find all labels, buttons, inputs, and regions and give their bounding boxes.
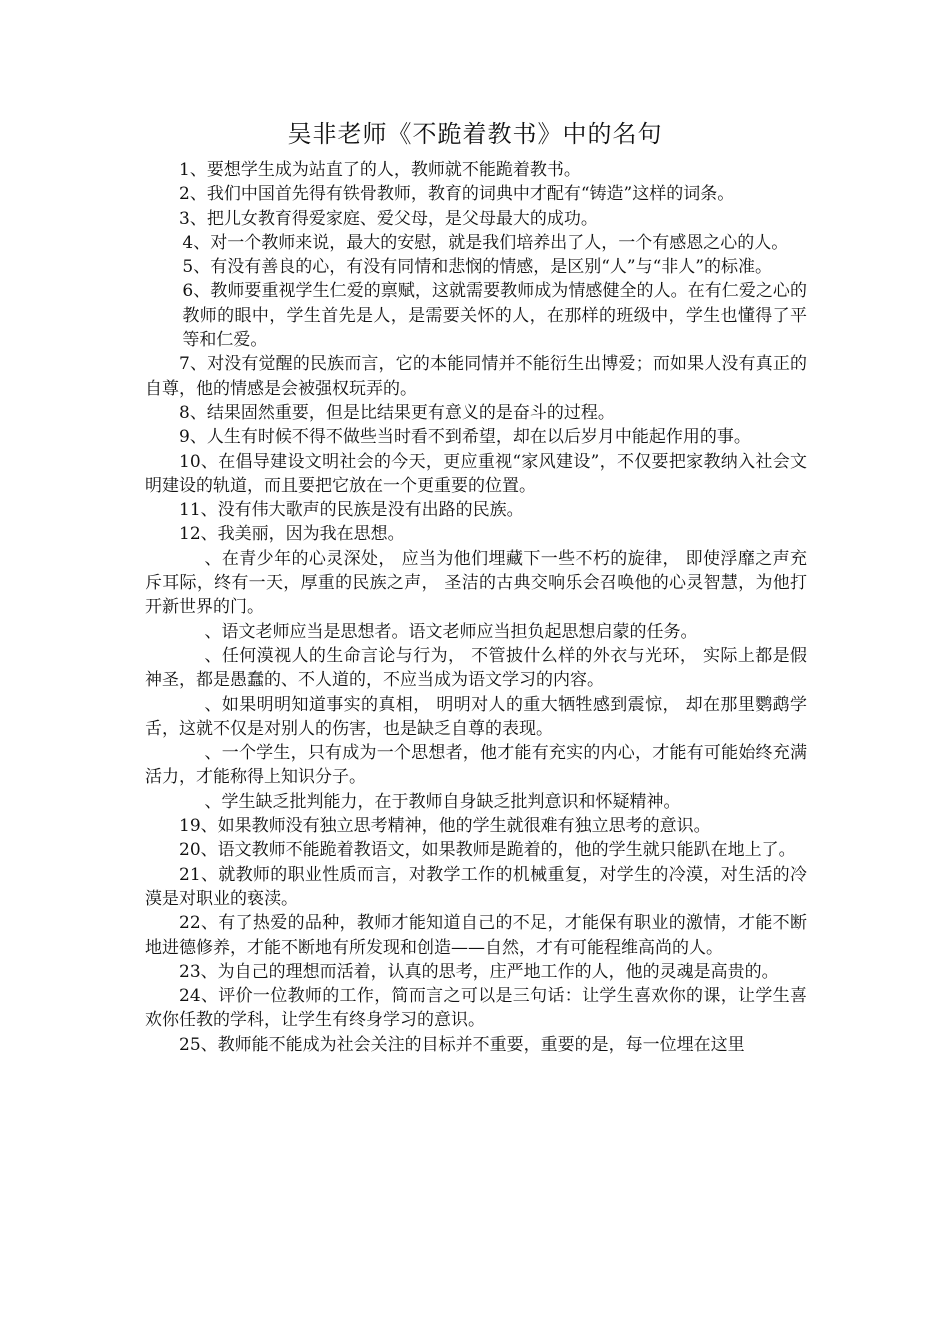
document-title: 吴非老师《不跪着教书》中的名句 — [287, 120, 663, 148]
paragraph-5: 5、有没有善良的心，有没有同情和悲悯的情感，是区别“人”与“非人”的标准。 — [182, 257, 772, 278]
paragraph-17: 、一个学生，只有成为一个思想者，他才能有充实的内心，才能有可能始终充满活力，才能称得上知识分子。 — [145, 743, 807, 788]
paragraph-6: 6、教师要重视学生仁爱的禀赋，这就需要教师成为情感健全的人。在有仁爱之心的教师的眼中，学生首先是人，是需要关怀的人，在那样的班级中，学生也懂得了平等和仁爱。 — [182, 281, 807, 351]
paragraph-21: 21、就教师的职业性质而言，对教学工作的机械重复，对学生的冷漠，对生活的冷漠是对职业的亵渎。 — [145, 864, 807, 909]
paragraph-23: 23、为自己的理想而活着，认真的思考，庄严地工作的人，他的灵魂是高贵的。 — [179, 961, 779, 982]
paragraph-7: 7、对没有觉醒的民族而言，它的本能同情并不能衍生出博爱；而如果人没有真正的自尊，他的情感是会被强权玩弄的。 — [145, 354, 807, 399]
paragraph-16: 、如果明明知道事实的真相， 明明对人的重大牺牲感到震惊， 却在那里鹦鹉学舌，这就不仅是对别人的伤害，也是缺乏自尊的表现。 — [145, 694, 807, 739]
paragraph-14: 、语文老师应当是思想者。语文老师应当担负起思想启蒙的任务。 — [204, 621, 698, 642]
paragraph-22: 22、有了热爱的品种，教师才能知道自己的不足，才能保有职业的激情，才能不断地进德修养，才能不断地有所发现和创造——自然，才有可能程维高尚的人。 — [145, 913, 807, 958]
paragraph-10: 10、在倡导建设文明社会的今天，更应重视“家风建设”，不仅要把家教纳入社会文明建设的轨道，而且要把它放在一个更重要的位置。 — [145, 451, 807, 496]
paragraph-8: 8、结果固然重要，但是比结果更有意义的是奋斗的过程。 — [179, 402, 615, 423]
document-body — [145, 158, 807, 1057]
paragraph-12: 12、我美丽，因为我在思想。 — [179, 524, 405, 545]
paragraph-25: 25、教师能不能成为社会关注的目标并不重要，重要的是，每一位埋在这里 — [179, 1034, 745, 1055]
paragraph-11: 11、没有伟大歌声的民族是没有出路的民族。 — [179, 500, 524, 521]
paragraph-2: 2、我们中国首先得有铁骨教师，教育的词典中才配有“铸造”这样的词条。 — [179, 184, 735, 205]
paragraph-9: 9、人生有时候不得不做些当时看不到希望，却在以后岁月中能起作用的事。 — [179, 427, 751, 448]
paragraph-15: 、任何漠视人的生命言论与行为， 不管披什么样的外衣与光环， 实际上都是假神圣，都是愚蠢的、不人道的，不应当成为语文学习的内容。 — [145, 645, 807, 691]
paragraph-19: 19、如果教师没有独立思考精神，他的学生就很难有独立思考的意识。 — [179, 816, 711, 837]
paragraph-18: 、学生缺乏批判能力，在于教师自身缺乏批判意识和怀疑精神。 — [204, 791, 681, 812]
paragraph-4: 4、对一个教师来说，最大的安慰，就是我们培养出了人，一个有感恩之心的人。 — [182, 232, 789, 253]
paragraph-24: 24、评价一位教师的工作，简而言之可以是三句话：让学生喜欢你的课，让学生喜欢你任教的学科，让学生有终身学习的意识。 — [145, 986, 807, 1031]
paragraph-3: 3、把儿女教育得爱家庭、爱父母，是父母最大的成功。 — [179, 208, 598, 229]
paragraph-13: 、在青少年的心灵深处， 应当为他们埋藏下一些不朽的旋律， 即使浮靡之声充斥耳际，终有一天，厚重的民族之声， 圣洁的古典交响乐会召唤他的心灵智慧，为他打开新世界的门。 — [145, 548, 807, 618]
paragraph-20: 20、语文教师不能跪着教语文，如果教师是跪着的，他的学生就只能趴在地上了。 — [179, 840, 796, 861]
paragraph-1: 1、要想学生成为站直了的人，教师就不能跪着教书。 — [179, 160, 581, 180]
